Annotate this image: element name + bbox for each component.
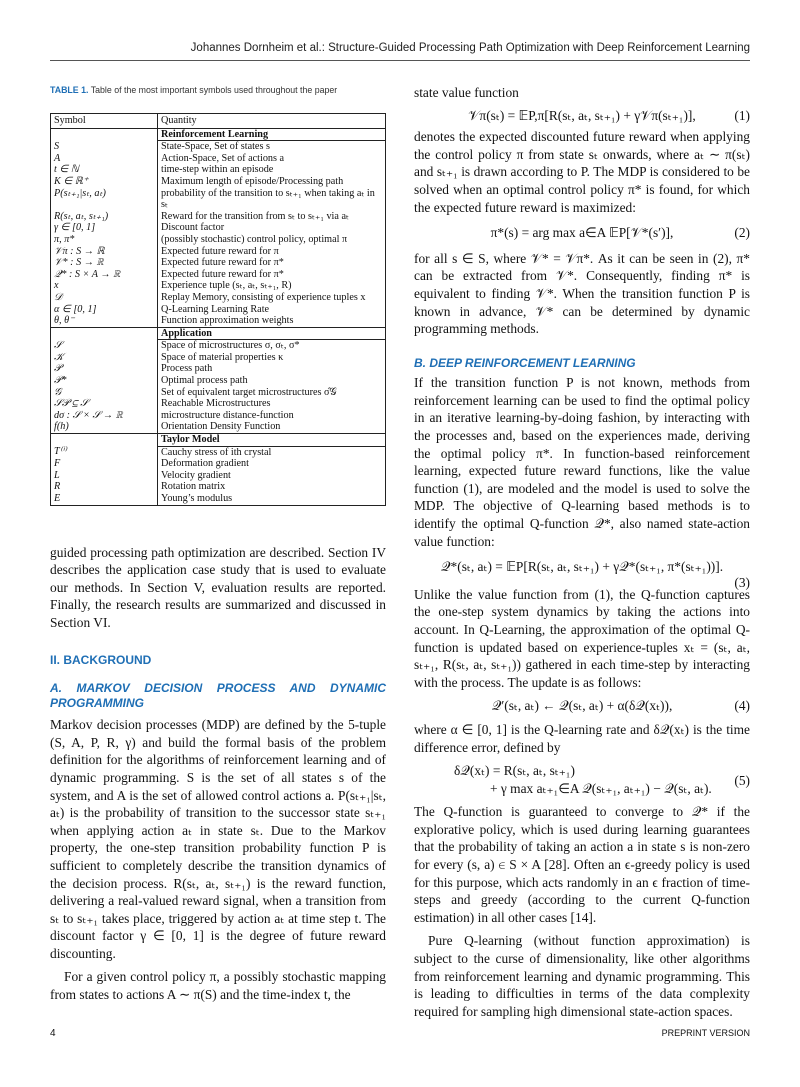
quantity-cell: Cauchy stress of ith crystal [158, 446, 386, 458]
symbol-cell: F [51, 458, 158, 470]
quantity-cell: Expected future reward for π* [158, 269, 386, 281]
table-row [51, 315, 386, 327]
table-section-spacer [51, 327, 158, 340]
table-row [51, 304, 386, 316]
subsection-heading-mdp: A. MARKOV DECISION PROCESS AND DYNAMIC PROGRAMMING [50, 681, 386, 710]
symbol-cell: 𝒫* [51, 375, 158, 387]
column-header-symbol: Symbol [51, 114, 158, 129]
symbol-cell: 𝒦 [51, 352, 158, 364]
table-caption-text: Table of the most important symbols used throughout the paper [90, 85, 338, 95]
policy-paragraph: For a given control policy π, a possibly stochastic mapping from states to actions A ∼ π(S) and the time-index t, the [50, 969, 386, 1003]
q-learning-paragraph: Unlike the value function from (1), the Q-function captures the one-step system dynamics by taking the actions into account. In Q-Learning, the approximation of the optimal Q-function is updated based on experience-tuples xₜ = (sₜ, aₜ, sₜ₊₁, R(sₜ, aₜ, sₜ₊₁)) gathered in each time-step by interacting with the process. The update is as follows: [414, 586, 750, 690]
td-error-paragraph: where α ∈ [0, 1] is the Q-learning rate and δ𝒬(xₜ) is the time difference error, defined by [414, 721, 750, 755]
symbol-cell: 𝒟 [51, 292, 158, 304]
symbol-cell: x [51, 280, 158, 292]
equation-4-number: (4) [734, 698, 750, 714]
symbol-cell: T⁽ⁱ⁾ [51, 446, 158, 458]
table-row [51, 446, 386, 458]
table-section-row [51, 327, 386, 340]
equation-1-number: (1) [734, 107, 750, 123]
table-section-row [51, 128, 386, 141]
equation-1-body: 𝒱π(sₜ) = 𝔼P,π[R(sₜ, aₜ, sₜ₊₁) + γ𝒱π(sₜ₊₁)], [468, 107, 696, 123]
symbol-cell: γ ∈ [0, 1] [51, 222, 158, 234]
table-row [51, 352, 386, 364]
left-column [50, 84, 386, 1004]
equation-5 [414, 762, 750, 797]
section-heading-background: II. BACKGROUND [50, 652, 152, 667]
table-label: TABLE 1. [50, 85, 89, 95]
subsection-heading-deep-rl: B. DEEP REINFORCEMENT LEARNING [414, 355, 636, 370]
quantity-cell: microstructure distance-function [158, 410, 386, 422]
symbol-cell: dσ : 𝒮 × 𝒮 → ℝ [51, 410, 158, 422]
quantity-cell: Optimal process path [158, 375, 386, 387]
table-row [51, 410, 386, 422]
symbol-cell: 𝒮 [51, 340, 158, 352]
table-caption [50, 84, 386, 96]
quantity-cell: Process path [158, 363, 386, 375]
deep-rl-paragraph: If the transition function P is not known, methods from reinforcement learning can be used to find the optimal policy in an iterative learning-by-doing fashion, by interacting with the processes and, based on the experiences made, deriving the optimal policy π*. In function-based reinforcement learning, expected future reward functions, like the value function (1), are modeled and the model is used to solve the MDP. The objective of Q-learning based methods is to identify the optimal Q-function 𝒬*, also named state-action value function: [414, 375, 750, 549]
table-row [51, 458, 386, 470]
table-row [51, 176, 386, 188]
equation-5-line-1: δ𝒬(xₜ) = R(sₜ, aₜ, sₜ₊₁) [454, 763, 575, 779]
quantity-cell: Orientation Density Function [158, 421, 386, 433]
mdp-paragraph: Markov decision processes (MDP) are defined by the 5-tuple (S, A, P, R, γ) and build the formal basis of the problem definition for the algorithms of reinforcement learning and of dynamic programming. S is the set of all states s of the system, and A is the set of allowed control actions a. P(sₜ₊₁|sₜ, aₜ) is the probability of transition to the successor state sₜ₊₁ when applying action aₜ in state sₜ. Due to the Markov property, the one-step transition probability function P is sufficient to completely describe the transition dynamics of the decision process. R(sₜ, aₜ, sₜ₊₁) is the reward function, delivering a real-valued reward signal, when a transition from sₜ to sₜ₊₁ takes place, triggered by action aₜ at time step t. The discount factor γ ∈ [0, 1] is the degree of future reward discounting. [50, 717, 386, 961]
table-section-row [51, 434, 386, 447]
symbol-cell: π, π* [51, 234, 158, 246]
table-section-title: Reinforcement Learning [158, 128, 386, 141]
quantity-cell: Maximum length of episode/Processing path [158, 176, 386, 188]
equation-2 [414, 224, 750, 242]
equation-5-line-2: + γ max aₜ₊₁∈A 𝒬(sₜ₊₁, aₜ₊₁) − 𝒬(sₜ, aₜ). [490, 780, 712, 796]
value-function-paragraph: denotes the expected discounted future reward when applying the control policy π from state sₜ onwards, where aₜ ∼ π(sₜ) and sₜ₊₁ is drawn according to P. The MDP is considered to be solved when an optimal control policy π* is found, for which the expected future reward is maximized: [414, 129, 750, 215]
quantity-cell: Q-Learning Learning Rate [158, 304, 386, 316]
equation-3-number: (3) [734, 575, 750, 591]
symbol-cell: α ∈ [0, 1] [51, 304, 158, 316]
equation-5-number: (5) [734, 773, 750, 789]
table-section-spacer [51, 128, 158, 141]
table-row [51, 421, 386, 433]
symbol-cell: 𝒬* : S × A → ℝ [51, 269, 158, 281]
curse-of-dimensionality-paragraph: Pure Q-learning (without function approximation) is subject to the curse of dimensionality, like other algorithms from reinforcement learning and dynamic programming. This is leading to difficulties in terms of the data complexity required for sampling high dimensional state-action spaces. [414, 933, 750, 1019]
table-row [51, 188, 386, 211]
quantity-cell: Space of microstructures σ, σₜ, σ* [158, 340, 386, 352]
equation-1 [414, 107, 750, 125]
table-row [51, 470, 386, 482]
quantity-cell: time-step within an episode [158, 164, 386, 176]
symbol-cell: K ∈ ℝ⁺ [51, 176, 158, 188]
symbol-cell: E [51, 493, 158, 505]
left-body [50, 544, 386, 1004]
symbol-cell: S [51, 141, 158, 153]
symbol-cell: 𝒢 [51, 387, 158, 399]
table-section-spacer [51, 434, 158, 447]
quantity-cell: Experience tuple (sₜ, aₜ, sₜ₊₁, R) [158, 280, 386, 292]
table-row [51, 153, 386, 165]
column-header-quantity: Quantity [158, 114, 386, 129]
equation-3 [414, 558, 750, 591]
table-row [51, 164, 386, 176]
symbol-cell: L [51, 470, 158, 482]
equation-3-body: 𝒬*(sₜ, aₜ) = 𝔼P[R(sₜ, aₜ, sₜ₊₁) + γ𝒬*(sₜ₊₁, π*(sₜ₊₁))]. [440, 559, 724, 575]
quantity-cell: Expected future reward for π [158, 246, 386, 258]
symbol-table [50, 113, 386, 506]
table-row [51, 257, 386, 269]
equation-4 [414, 697, 750, 715]
equation-2-body: π*(s) = arg max a∈A 𝔼P[𝒱*(s′)], [490, 225, 674, 241]
symbol-cell: 𝒱* : S → ℝ [51, 257, 158, 269]
table-row [51, 211, 386, 223]
running-header: Johannes Dornheim et al.: Structure-Guided Processing Path Optimization with Deep Reinforcement Learning [190, 42, 750, 54]
preprint-label: PREPRINT VERSION [661, 1028, 750, 1038]
quantity-cell: Reward for the transition from sₜ to sₜ₊₁ via aₜ [158, 211, 386, 223]
quantity-cell: State-Space, Set of states s [158, 141, 386, 153]
quantity-cell: Set of equivalent target microstructures σ̂𝒢 [158, 387, 386, 399]
quantity-cell: Velocity gradient [158, 470, 386, 482]
quantity-cell: Reachable Microstructures [158, 398, 386, 410]
table-row [51, 246, 386, 258]
quantity-cell: (possibly stochastic) control policy, optimal π [158, 234, 386, 246]
value-function-intro: state value function [414, 85, 519, 100]
symbol-cell: t ∈ ℕ [51, 164, 158, 176]
table-row [51, 340, 386, 352]
quantity-cell: Expected future reward for π* [158, 257, 386, 269]
table-section-title: Taylor Model [158, 434, 386, 447]
symbol-cell: 𝒱π : S → ℝ [51, 246, 158, 258]
quantity-cell: Rotation matrix [158, 481, 386, 493]
table-row [51, 222, 386, 234]
table-header-row [51, 114, 386, 129]
header-rule [50, 60, 750, 61]
intro-paragraph: guided processing path optimization are described. Section IV describes the application case study that is used to evaluate our methods. In Section V, evaluation results are reported. Finally, the research results are summarized and discussed in Section VI. [50, 544, 386, 630]
table-row [51, 363, 386, 375]
equation-2-number: (2) [734, 225, 750, 241]
symbol-cell: θ, θ⁻ [51, 315, 158, 327]
quantity-cell: Space of material properties κ [158, 352, 386, 364]
table-row [51, 387, 386, 399]
table-section-title: Application [158, 327, 386, 340]
symbol-cell: 𝒫 [51, 363, 158, 375]
table-row [51, 141, 386, 153]
table-row [51, 292, 386, 304]
convergence-paragraph: The Q-function is guaranteed to converge to 𝒬* if the explorative policy, which is used during learning guarantees that the probability of taking an action a in state s is non-zero for every (s, a) ∈ S × A [28]. Often an ϵ-greedy policy is used for this purpose, which acts randomly in an ϵ fraction of time-steps and greedy (according to the current Q-function estimation) in all other cases [14]. [414, 804, 750, 925]
page-number: 4 [50, 1028, 56, 1039]
symbol-cell: 𝒮𝒫 ⊆ 𝒮 [51, 398, 158, 410]
symbol-cell: R(sₜ, aₜ, sₜ₊₁) [51, 211, 158, 223]
symbol-cell: f(h) [51, 421, 158, 433]
quantity-cell: Discount factor [158, 222, 386, 234]
symbol-cell: P(sₜ₊₁|sₜ, aₜ) [51, 188, 158, 211]
table-row [51, 375, 386, 387]
optimal-policy-paragraph: for all s ∈ S, where 𝒱* = 𝒱π*. As it can be seen in (2), π* can be extracted from 𝒱*. Consequently, finding π* is equivalent to finding 𝒱*. When the transition function P is known in advance, 𝒱* can be determined by dynamic programming methods. [414, 250, 750, 337]
table-row [51, 481, 386, 493]
quantity-cell: Function approximation weights [158, 315, 386, 327]
equation-4-body: 𝒬′(sₜ, aₜ) ← 𝒬(sₜ, aₜ) + α(δ𝒬(xₜ)), [491, 698, 673, 714]
symbol-cell: A [51, 153, 158, 165]
table-row [51, 280, 386, 292]
quantity-cell: Young’s modulus [158, 493, 386, 505]
quantity-cell: Replay Memory, consisting of experience tuples x [158, 292, 386, 304]
quantity-cell: Action-Space, Set of actions a [158, 153, 386, 165]
right-column [414, 84, 750, 1020]
quantity-cell: Deformation gradient [158, 458, 386, 470]
table-row [51, 269, 386, 281]
table-row [51, 234, 386, 246]
table-row [51, 398, 386, 410]
table-row [51, 493, 386, 505]
quantity-cell: probability of the transition to sₜ₊₁ when taking aₜ in sₜ [158, 188, 386, 211]
symbol-cell: R [51, 481, 158, 493]
